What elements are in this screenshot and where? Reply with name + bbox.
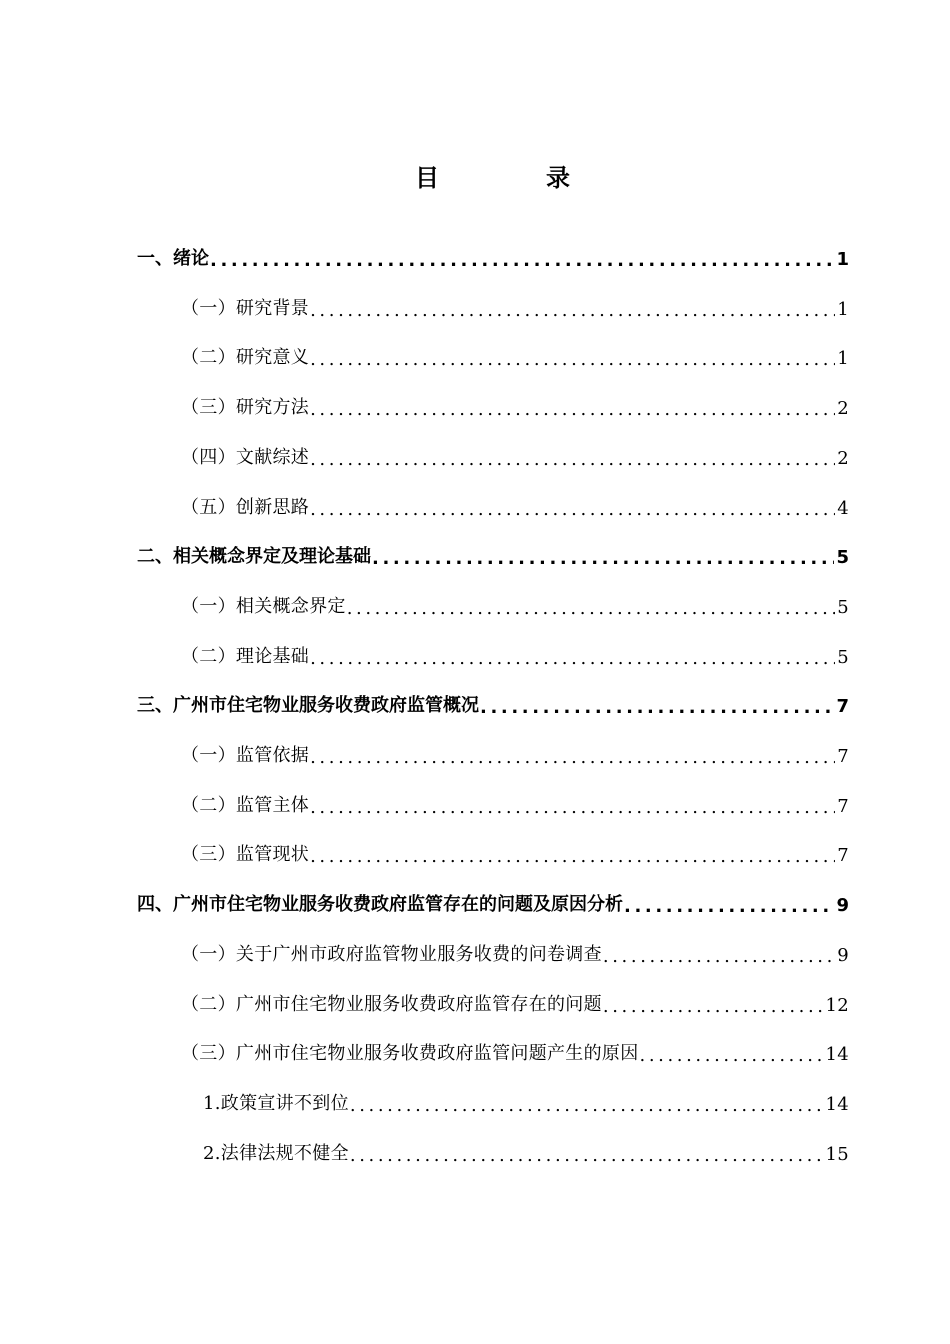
toc-page-number: 1 [837, 348, 849, 369]
toc-dot-leader [310, 848, 835, 866]
toc-dot-leader [310, 501, 835, 519]
toc-page-number: 1 [837, 299, 849, 320]
toc-entry-label: （二）监管主体 [181, 795, 310, 816]
toc-entry-label: （五）创新思路 [181, 497, 310, 518]
toc-entry-label: 2.法律法规不健全 [203, 1143, 349, 1164]
toc-entry[interactable] [137, 687, 849, 717]
toc-entry-label: 三、广州市住宅物业服务收费政府监管概况 [137, 695, 479, 716]
toc-entry[interactable] [203, 1135, 849, 1165]
toc-page-number: 7 [837, 796, 849, 817]
toc-entry[interactable] [181, 737, 849, 767]
toc-page-number: 9 [836, 895, 849, 916]
toc-page-number: 4 [837, 498, 849, 519]
toc-page-number: 1 [836, 249, 849, 270]
toc-entry[interactable] [181, 638, 849, 668]
toc-entry-label: （一）相关概念界定 [181, 596, 346, 617]
toc-page-number: 15 [825, 1144, 849, 1165]
toc-entry-label: （二）研究意义 [181, 347, 310, 368]
toc-entry-label: （二）理论基础 [181, 646, 310, 667]
toc-entry[interactable] [181, 389, 849, 419]
toc-entry-label: 二、相关概念界定及理论基础 [137, 546, 371, 567]
toc-entry[interactable] [203, 1085, 849, 1115]
toc-entry-label: （一）研究背景 [181, 298, 310, 319]
toc-title [0, 158, 950, 198]
toc-dot-leader [310, 351, 835, 369]
toc-entry[interactable] [181, 936, 849, 966]
toc-page-number: 14 [825, 1044, 849, 1065]
toc-dot-leader [310, 799, 835, 817]
toc-dot-leader [310, 650, 835, 668]
toc-dot-leader [624, 898, 834, 916]
toc-page-number: 5 [837, 597, 849, 618]
toc-entry[interactable] [181, 489, 849, 519]
toc-dot-leader [603, 948, 835, 966]
toc-entry[interactable] [137, 886, 849, 916]
toc-page-number: 2 [837, 398, 849, 419]
toc-dot-leader [347, 600, 836, 618]
toc-entry-label: （四）文献综述 [181, 447, 310, 468]
toc-page-number: 9 [837, 945, 849, 966]
toc-dot-leader [640, 1047, 824, 1065]
toc-title-char-1: 目 [415, 164, 439, 192]
toc-entry-label: （一）关于广州市政府监管物业服务收费的问卷调查 [181, 944, 602, 965]
toc-dot-leader [603, 998, 824, 1016]
toc-entry[interactable] [181, 439, 849, 469]
toc-entry-label: （三）监管现状 [181, 844, 310, 865]
toc-entry-label: （三）广州市住宅物业服务收费政府监管问题产生的原因 [181, 1043, 639, 1064]
toc-page-number: 14 [825, 1094, 849, 1115]
toc-page-number: 7 [837, 845, 849, 866]
toc-entry[interactable] [181, 1035, 849, 1065]
toc-dot-leader [310, 401, 835, 419]
toc-dot-leader [310, 451, 835, 469]
toc-entry[interactable] [181, 290, 849, 320]
toc-dot-leader [480, 699, 834, 717]
toc-dot-leader [372, 550, 834, 568]
toc-entry[interactable] [137, 240, 849, 270]
toc-dot-leader [310, 749, 835, 767]
toc-entry[interactable] [137, 538, 849, 568]
toc-dot-leader [350, 1097, 824, 1115]
toc-page-number: 5 [837, 647, 849, 668]
toc-page-number: 5 [836, 547, 849, 568]
toc-page-number: 2 [837, 448, 849, 469]
toc-entry[interactable] [181, 986, 849, 1016]
toc-dot-leader [350, 1147, 824, 1165]
toc-entry-label: 一、绪论 [137, 248, 209, 269]
toc-entry-label: 1.政策宣讲不到位 [203, 1093, 349, 1114]
toc-entry-label: （二）广州市住宅物业服务收费政府监管存在的问题 [181, 994, 602, 1015]
toc-dot-leader [210, 252, 834, 270]
toc-entry-label: 四、广州市住宅物业服务收费政府监管存在的问题及原因分析 [137, 894, 623, 915]
toc-page-number: 7 [837, 746, 849, 767]
toc-title-char-2: 录 [546, 164, 570, 192]
toc-entry-label: （一）监管依据 [181, 745, 310, 766]
toc-entry[interactable] [181, 836, 849, 866]
toc-entry[interactable] [181, 787, 849, 817]
toc-page-number: 12 [825, 995, 849, 1016]
toc-entry[interactable] [181, 339, 849, 369]
toc-entry-label: （三）研究方法 [181, 397, 310, 418]
toc-entry[interactable] [181, 588, 849, 618]
toc-page-number: 7 [836, 696, 849, 717]
toc-dot-leader [310, 302, 835, 320]
